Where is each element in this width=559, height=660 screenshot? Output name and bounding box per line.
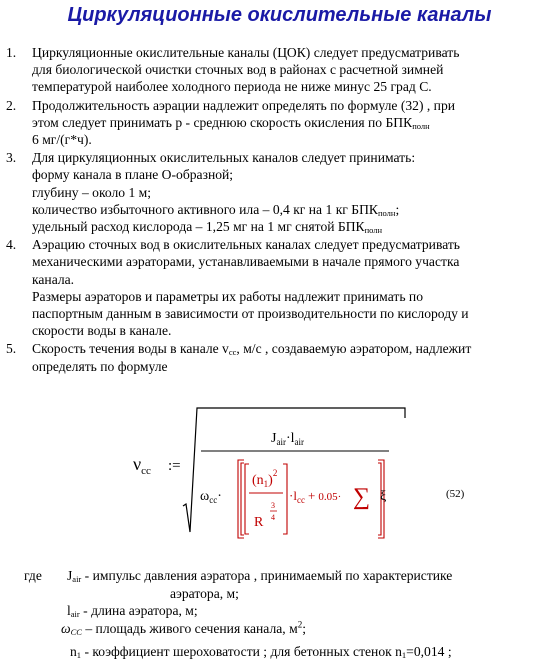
page-title: Циркуляционные окислительные каналы bbox=[67, 4, 492, 26]
definition-n1: $n_1$ - коэффициент шероховатости ; для бетонных стенок $n_1=0,014$ ; bbox=[70, 644, 452, 660]
n1-term: $(n_1)^2$ bbox=[252, 468, 278, 489]
item-line bbox=[32, 114, 553, 131]
definition-omega-cc: $\omega_{CC}$ – площадь живого сечения канала, $м^2$; bbox=[61, 619, 306, 637]
formula-numerator: $J_{air}\cdot l_{air}$ bbox=[271, 431, 305, 447]
item-line: скорости воды в канале. bbox=[32, 323, 172, 339]
requirements-list bbox=[0, 44, 559, 375]
formula-assign: := bbox=[168, 458, 181, 474]
radical-sign bbox=[183, 408, 405, 532]
omega-cc: $\omega_{cc}\cdot$ bbox=[200, 489, 222, 505]
subscript: полн bbox=[364, 225, 383, 236]
item-number: 1. bbox=[6, 45, 17, 60]
list-item-2 bbox=[0, 97, 559, 149]
item-line: Для циркуляционных окислительных каналов следует принимать: bbox=[32, 150, 416, 166]
sum-symbol: ∑ bbox=[353, 484, 371, 510]
list-item-4 bbox=[0, 236, 559, 339]
xi-symbol: ξ bbox=[380, 489, 387, 504]
R-exponent-num: 3 bbox=[271, 501, 275, 510]
text-fragment: удельный расход кислорода – 1,25 мг на 1 мг снятой БПК bbox=[32, 219, 365, 235]
item-line: для биологической очистки сточных вод в районах с расчетной зимней bbox=[32, 62, 444, 78]
item-number: 5. bbox=[6, 341, 17, 357]
subscript: полн bbox=[377, 207, 396, 218]
R-term: R bbox=[254, 515, 264, 530]
equation-number: (52) bbox=[446, 488, 465, 500]
lcc-term: $\cdot l_{cc} + 0.05\cdot$ bbox=[289, 488, 342, 505]
item-line: механическими аэраторами, устанавливаемыми в начале прямого участка bbox=[32, 254, 460, 270]
subscript: полн bbox=[412, 120, 430, 131]
item-line bbox=[32, 340, 553, 357]
item-line: паспортным данным в зависимости от производительности по кислороду и bbox=[32, 306, 469, 322]
list-item-1 bbox=[0, 44, 559, 96]
item-line: форму канала в плане О-образной; bbox=[32, 167, 234, 183]
definition-J-air: $J_{air}$ - импульс давления аэратора , принимаемый по характеристике bbox=[67, 568, 453, 584]
text-fragment: , м/с , создаваемую аэратором, надлежит bbox=[236, 341, 472, 357]
item-line bbox=[32, 201, 553, 218]
where-label: где bbox=[24, 568, 42, 583]
item-line: определять по формуле bbox=[32, 358, 168, 374]
list-item-5 bbox=[0, 340, 559, 374]
text-fragment: этом следует принимать р - среднюю скорость окисления по БПК bbox=[32, 114, 413, 130]
item-line: Размеры аэраторов и параметры их работы надлежит принимать по bbox=[32, 288, 423, 304]
definition-l-air: $l_{air}$ - длина аэратора, м; bbox=[67, 603, 198, 619]
item-number: 3. bbox=[6, 150, 17, 166]
item-line: Продолжительность аэрации надлежит определять по формуле (32) , при bbox=[32, 97, 456, 113]
item-number: 4. bbox=[6, 237, 17, 253]
item-line: глубину – около 1 м; bbox=[32, 184, 152, 200]
definition-J-air-cont: аэратора, м; bbox=[170, 586, 239, 601]
item-line: Циркуляционные окислительные каналы (ЦОК) следует предусматривать bbox=[32, 45, 460, 60]
item-line: температурой наиболее холодного периода не ниже минус 25 град С. bbox=[32, 79, 432, 95]
item-number: 2. bbox=[6, 97, 17, 113]
formula-lhs: $\nu_{cc}$ bbox=[133, 454, 151, 477]
text-fragment: ; bbox=[395, 201, 400, 217]
subscript: cc bbox=[228, 347, 237, 358]
item-line: канала. bbox=[32, 271, 75, 287]
formula-52 bbox=[0, 404, 559, 544]
item-line: 6 мг/(г*ч). bbox=[32, 132, 92, 148]
list-item-3 bbox=[0, 149, 559, 235]
R-exponent-den: 4 bbox=[271, 513, 275, 522]
text-fragment: количество избыточного активного ила – 0,4 кг на 1 кг БПК bbox=[32, 201, 378, 217]
text-fragment: Скорость течения воды в канале v bbox=[32, 341, 229, 357]
item-line: Аэрацию сточных вод в окислительных каналах следует предусматривать bbox=[32, 237, 461, 253]
item-line bbox=[32, 218, 553, 235]
